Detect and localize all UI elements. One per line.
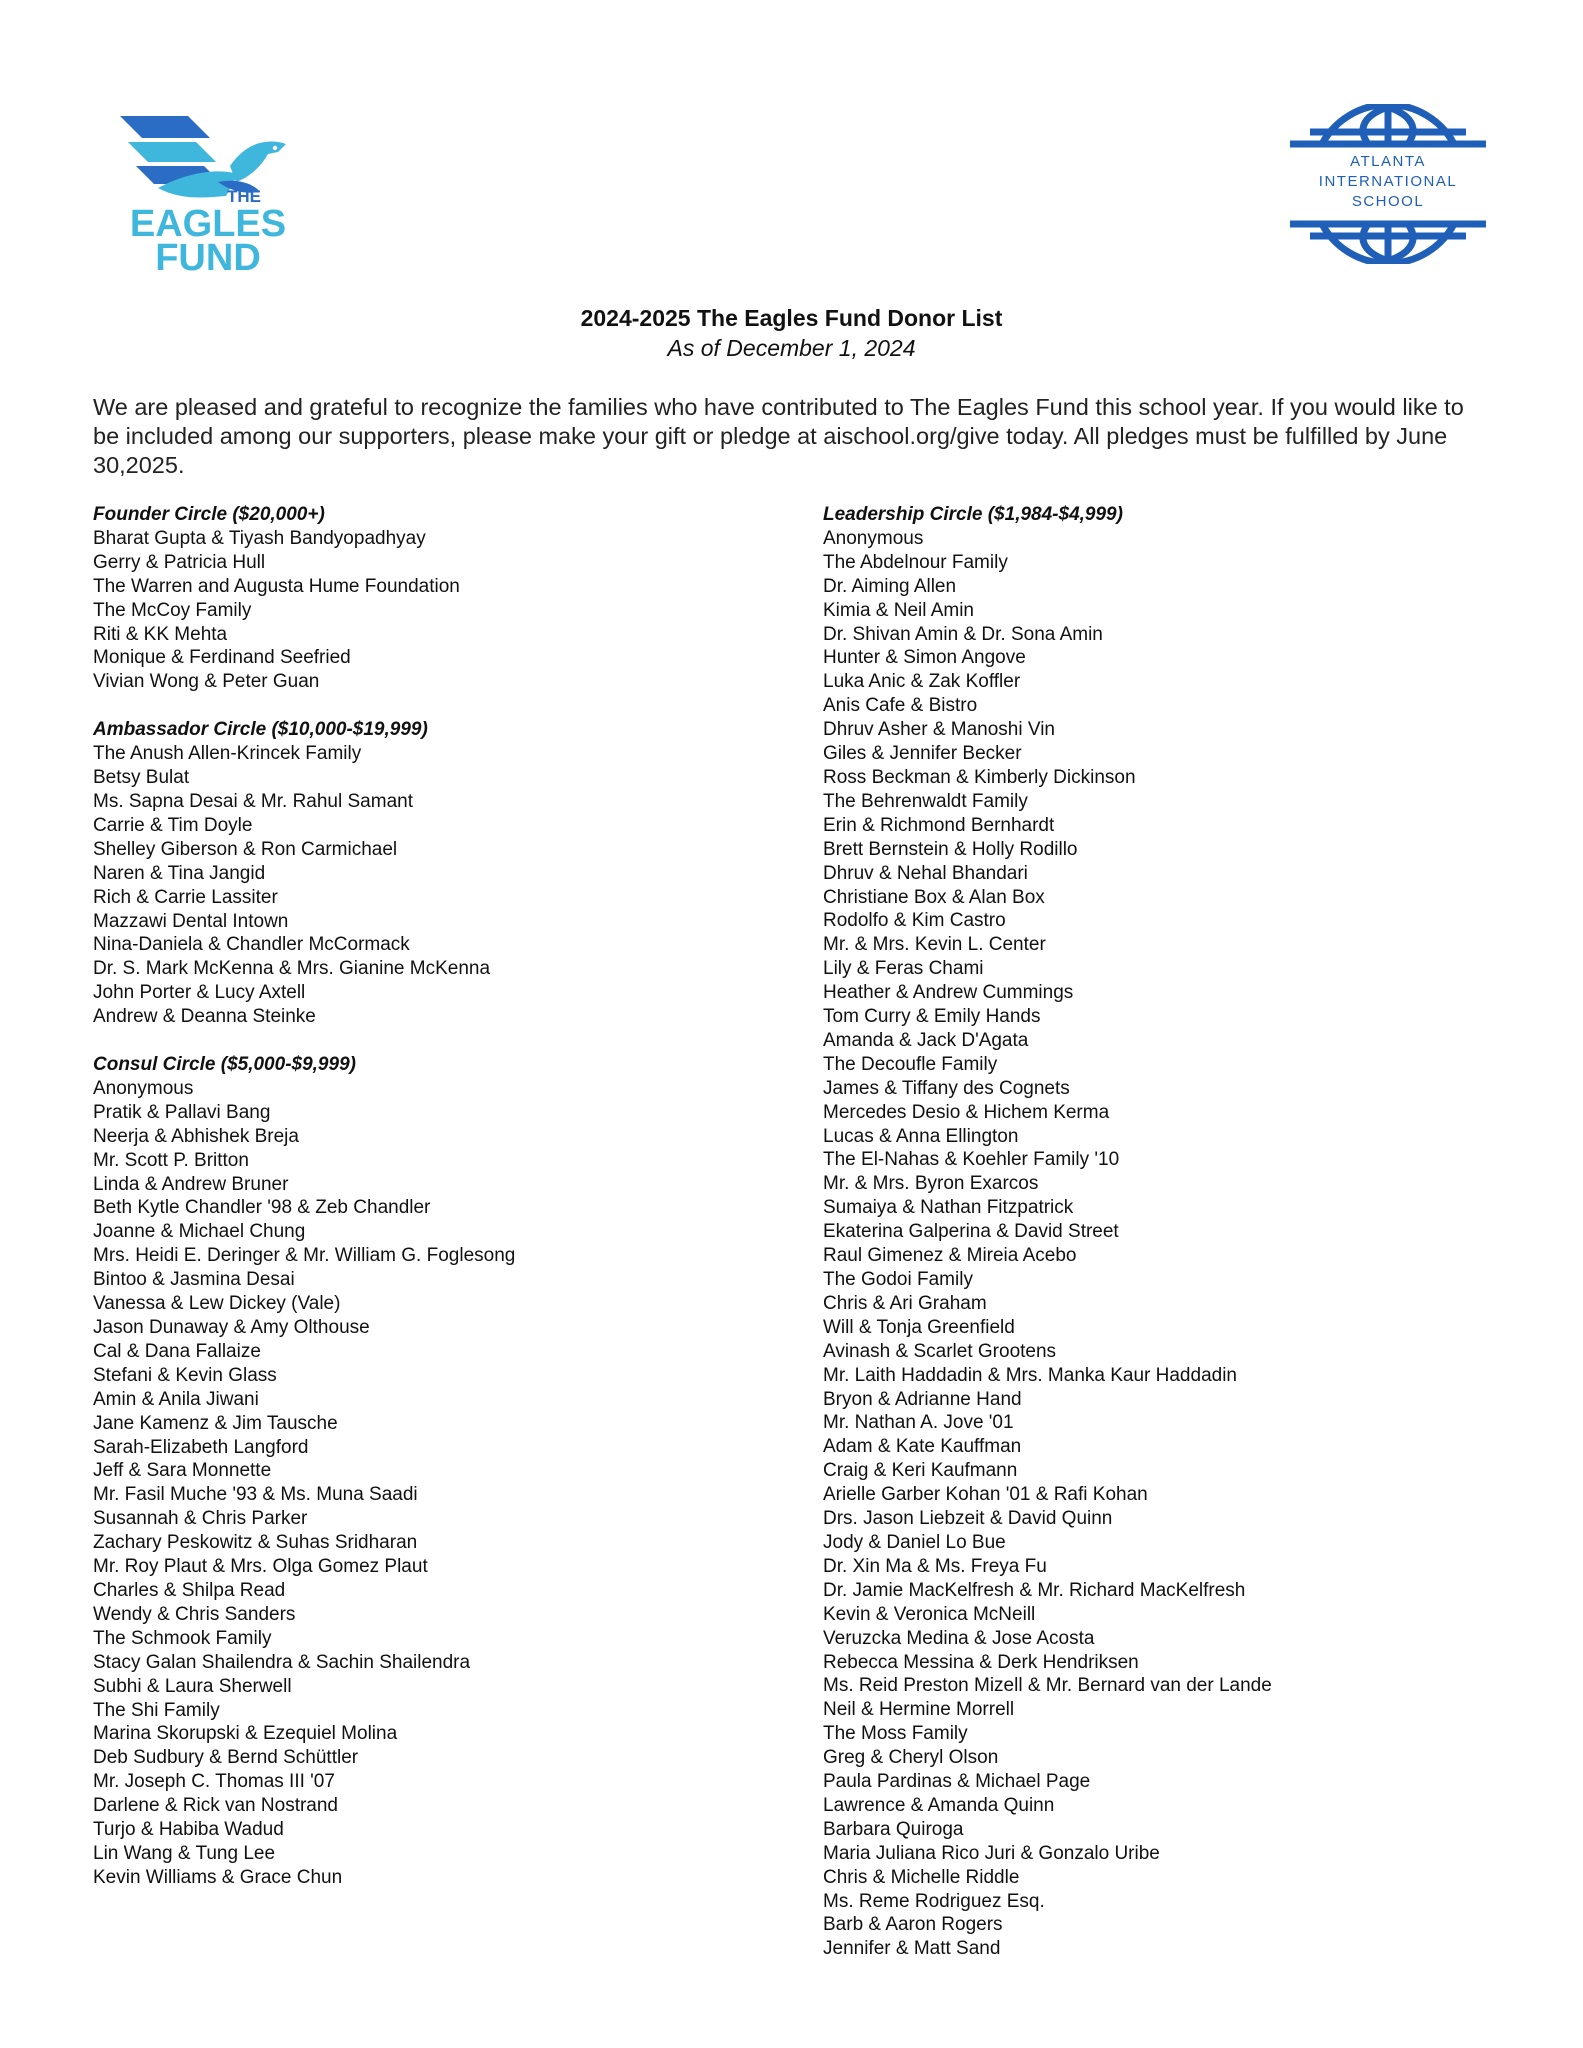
donor-name: Deb Sudbury & Bernd Schüttler xyxy=(93,1747,359,1769)
donor-name: Adam & Kate Kauffman xyxy=(823,1436,1022,1458)
donor-name: The Abdelnour Family xyxy=(823,551,1008,573)
donor-name: James & Tiffany des Cognets xyxy=(823,1077,1070,1099)
logo-fund: FUND xyxy=(155,237,261,272)
donor-name: Darlene & Rick van Nostrand xyxy=(93,1795,338,1817)
donor-name: Ross Beckman & Kimberly Dickinson xyxy=(823,766,1136,788)
donor-name: Kevin Williams & Grace Chun xyxy=(93,1866,343,1888)
title-block xyxy=(0,303,1583,363)
donor-name: Riti & KK Mehta xyxy=(93,623,228,645)
donor-name: Dr. Xin Ma & Ms. Freya Fu xyxy=(823,1555,1047,1577)
donor-name: Greg & Cheryl Olson xyxy=(823,1747,999,1769)
donor-name: Mercedes Desio & Hichem Kerma xyxy=(823,1101,1110,1123)
donor-name: Paula Pardinas & Michael Page xyxy=(823,1771,1091,1793)
donor-name: The Anush Allen-Krincek Family xyxy=(93,743,362,765)
donor-name: Mr. & Mrs. Kevin L. Center xyxy=(823,934,1046,956)
donor-name: Naren & Tina Jangid xyxy=(93,862,266,884)
donor-name: Cal & Dana Fallaize xyxy=(93,1340,261,1362)
donor-name: Turjo & Habiba Wadud xyxy=(93,1819,284,1841)
donor-name: Vanessa & Lew Dickey (Vale) xyxy=(93,1293,341,1315)
donor-name: Sarah-Elizabeth Langford xyxy=(93,1436,309,1458)
donor-name: Shelley Giberson & Ron Carmichael xyxy=(93,838,398,860)
donor-name: Mazzawi Dental Intown xyxy=(93,910,289,932)
donor-name: Ms. Sapna Desai & Mr. Rahul Samant xyxy=(93,790,413,812)
donor-name: Bharat Gupta & Tiyash Bandyopadhyay xyxy=(93,527,426,549)
donor-name: Andrew & Deanna Steinke xyxy=(93,1006,316,1028)
donor-name: Amanda & Jack D'Agata xyxy=(823,1029,1029,1051)
donor-name: The Decoufle Family xyxy=(823,1053,998,1075)
donor-name: Lucas & Anna Ellington xyxy=(823,1125,1019,1147)
donor-name: Drs. Jason Liebzeit & David Quinn xyxy=(823,1508,1113,1530)
circle-title: Founder Circle ($20,000+) xyxy=(93,504,325,525)
donor-name: Tom Curry & Emily Hands xyxy=(823,1006,1041,1028)
donor-name: Mr. Fasil Muche '93 & Ms. Muna Saadi xyxy=(93,1484,418,1506)
donor-name: Susannah & Chris Parker xyxy=(93,1508,308,1530)
donor-name: The Schmook Family xyxy=(93,1627,272,1649)
document-title: 2024-2025 The Eagles Fund Donor List xyxy=(580,305,1003,331)
donor-name: The El-Nahas & Koehler Family '10 xyxy=(823,1149,1120,1171)
donor-name: Rodolfo & Kim Castro xyxy=(823,910,1006,932)
donor-name: Marina Skorupski & Ezequiel Molina xyxy=(93,1723,398,1745)
donor-name: Betsy Bulat xyxy=(93,767,190,789)
donor-name: Dhruv Asher & Manoshi Vin xyxy=(823,719,1055,741)
donor-name: Ekaterina Galperina & David Street xyxy=(823,1221,1119,1243)
circle-title: Consul Circle ($5,000-$9,999) xyxy=(93,1054,356,1076)
donor-name: Mr. Scott P. Britton xyxy=(93,1149,249,1171)
circle-title: Leadership Circle ($1,984-$4,999) xyxy=(823,504,1123,525)
donor-name: Veruzcka Medina & Jose Acosta xyxy=(823,1627,1095,1649)
eagles-fund-logo xyxy=(118,112,298,272)
logo-international: INTERNATIONAL xyxy=(1318,173,1458,190)
donor-name: The McCoy Family xyxy=(93,599,252,621)
donor-name: Giles & Jennifer Becker xyxy=(823,743,1022,765)
donor-name: Anonymous xyxy=(823,527,924,549)
donor-name: Jennifer & Matt Sand xyxy=(823,1938,1001,1960)
donor-name: Rebecca Messina & Derk Hendriksen xyxy=(823,1651,1139,1673)
donor-name: Jason Dunaway & Amy Olthouse xyxy=(93,1317,370,1338)
left-column xyxy=(93,503,813,1914)
donor-name: Dr. Shivan Amin & Dr. Sona Amin xyxy=(823,623,1103,645)
donor-name: The Behrenwaldt Family xyxy=(823,790,1028,812)
donor-name: The Warren and Augusta Hume Foundation xyxy=(93,575,460,597)
donor-name: Chris & Ari Graham xyxy=(823,1292,987,1314)
donor-name: Bintoo & Jasmina Desai xyxy=(93,1269,295,1291)
logo-school: SCHOOL xyxy=(1351,193,1425,210)
donor-name: Charles & Shilpa Read xyxy=(93,1579,286,1601)
donor-name: Will & Tonja Greenfield xyxy=(823,1316,1015,1338)
donor-name: Bryon & Adrianne Hand xyxy=(823,1388,1022,1410)
donor-name: Neerja & Abhishek Breja xyxy=(93,1125,299,1147)
donor-name: Linda & Andrew Bruner xyxy=(93,1173,289,1195)
donor-name: Mr. Joseph C. Thomas III '07 xyxy=(93,1771,335,1793)
donor-name: Jeff & Sara Monnette xyxy=(93,1460,272,1482)
donor-name: Ms. Reid Preston Mizell & Mr. Bernard van der Lande xyxy=(823,1675,1272,1697)
donor-name: Wendy & Chris Sanders xyxy=(93,1603,296,1625)
donor-name: Pratik & Pallavi Bang xyxy=(93,1101,271,1123)
donor-circle-section xyxy=(93,503,813,694)
donor-name: Amin & Anila Jiwani xyxy=(93,1388,259,1410)
donor-name: Ms. Reme Rodriguez Esq. xyxy=(823,1890,1045,1912)
donor-name: Mr. Nathan A. Jove '01 xyxy=(823,1412,1014,1434)
donor-name: The Shi Family xyxy=(93,1699,220,1721)
donor-name: Kevin & Veronica McNeill xyxy=(823,1603,1036,1625)
donor-name: Mr. Laith Haddadin & Mrs. Manka Kaur Haddadin xyxy=(823,1364,1237,1386)
donor-name: Dhruv & Nehal Bhandari xyxy=(823,862,1028,884)
donor-name: Neil & Hermine Morrell xyxy=(823,1699,1015,1721)
donor-name: Hunter & Simon Angove xyxy=(823,647,1026,669)
donor-name: Dr. S. Mark McKenna & Mrs. Gianine McKenna xyxy=(93,958,491,980)
donor-name: Barb & Aaron Rogers xyxy=(823,1914,1003,1936)
donor-name: Lawrence & Amanda Quinn xyxy=(823,1794,1055,1816)
donor-name: Mrs. Heidi E. Deringer & Mr. William G. Foglesong xyxy=(93,1245,516,1267)
donor-name: Maria Juliana Rico Juri & Gonzalo Uribe xyxy=(823,1842,1160,1864)
donor-circle-section xyxy=(823,503,1543,1961)
donor-name: Stefani & Kevin Glass xyxy=(93,1364,277,1386)
donor-name: Mr. Roy Plaut & Mrs. Olga Gomez Plaut xyxy=(93,1556,428,1578)
donor-name: Anis Cafe & Bistro xyxy=(823,695,978,717)
donor-name: Anonymous xyxy=(93,1077,194,1099)
donor-name: Rich & Carrie Lassiter xyxy=(93,886,278,908)
logo-eagles: EAGLES xyxy=(129,203,287,245)
donor-name: Dr. Jamie MacKelfresh & Mr. Richard MacKelfresh xyxy=(823,1579,1246,1601)
logo-the: THE xyxy=(227,187,261,206)
donor-name: The Godoi Family xyxy=(823,1269,973,1290)
donor-name: Arielle Garber Kohan '01 & Rafi Kohan xyxy=(823,1484,1148,1506)
donor-name: Barbara Quiroga xyxy=(823,1818,964,1840)
circle-title: Ambassador Circle ($10,000-$19,999) xyxy=(93,719,428,741)
donor-name: Christiane Box & Alan Box xyxy=(823,886,1045,908)
donor-name: Heather & Andrew Cummings xyxy=(823,982,1074,1004)
donor-name: Gerry & Patricia Hull xyxy=(93,551,266,573)
donor-name: Subhi & Laura Sherwell xyxy=(93,1675,292,1697)
donor-name: Beth Kytle Chandler '98 & Zeb Chandler xyxy=(93,1197,431,1219)
donor-circle-section xyxy=(93,1053,813,1890)
donor-name: Joanne & Michael Chung xyxy=(93,1221,306,1243)
donor-name: Stacy Galan Shailendra & Sachin Shailendra xyxy=(93,1651,471,1673)
donor-name: Lily & Feras Chami xyxy=(823,958,984,980)
donor-name: Raul Gimenez & Mireia Acebo xyxy=(823,1245,1077,1267)
document-subtitle: As of December 1, 2024 xyxy=(667,335,916,361)
donor-name: Jody & Daniel Lo Bue xyxy=(823,1531,1006,1553)
donor-name: Mr. & Mrs. Byron Exarcos xyxy=(823,1173,1039,1195)
donor-circle-section xyxy=(93,718,813,1029)
donor-name: Carrie & Tim Doyle xyxy=(93,814,253,836)
donor-name: Nina-Daniela & Chandler McCormack xyxy=(93,934,410,956)
right-column xyxy=(823,503,1543,1985)
donor-name: Chris & Michelle Riddle xyxy=(823,1866,1020,1888)
donor-name: The Moss Family xyxy=(823,1723,968,1745)
donor-name: Luka Anic & Zak Koffler xyxy=(823,671,1021,693)
donor-name: Kimia & Neil Amin xyxy=(823,599,974,621)
donor-name: John Porter & Lucy Axtell xyxy=(93,982,306,1004)
donor-name: Dr. Aiming Allen xyxy=(823,575,957,597)
donor-name: Jane Kamenz & Jim Tausche xyxy=(93,1412,338,1434)
donor-name: Lin Wang & Tung Lee xyxy=(93,1842,276,1864)
donor-name: Vivian Wong & Peter Guan xyxy=(93,671,320,693)
eagle-logo-graphic xyxy=(118,112,298,272)
ais-logo xyxy=(1290,104,1486,264)
donor-name: Monique & Ferdinand Seefried xyxy=(93,647,351,669)
globe-icon xyxy=(1290,104,1486,264)
logo-atlanta: ATLANTA xyxy=(1350,153,1426,170)
donor-name: Brett Bernstein & Holly Rodillo xyxy=(823,838,1078,860)
donor-name: Craig & Keri Kaufmann xyxy=(823,1460,1018,1482)
donor-name: Sumaiya & Nathan Fitzpatrick xyxy=(823,1197,1074,1219)
donor-name: Avinash & Scarlet Grootens xyxy=(823,1340,1057,1362)
intro-paragraph: We are pleased and grateful to recognize the families who have contributed to The Eagles Fund this school year. If you would like to be included among our supporters, please make your gift or pledge at aischool.org/give today. All pledges must be fulfilled by June 30,2025. xyxy=(93,394,1464,478)
donor-name: Erin & Richmond Bernhardt xyxy=(823,814,1055,836)
donor-name: Zachary Peskowitz & Suhas Sridharan xyxy=(93,1532,418,1554)
